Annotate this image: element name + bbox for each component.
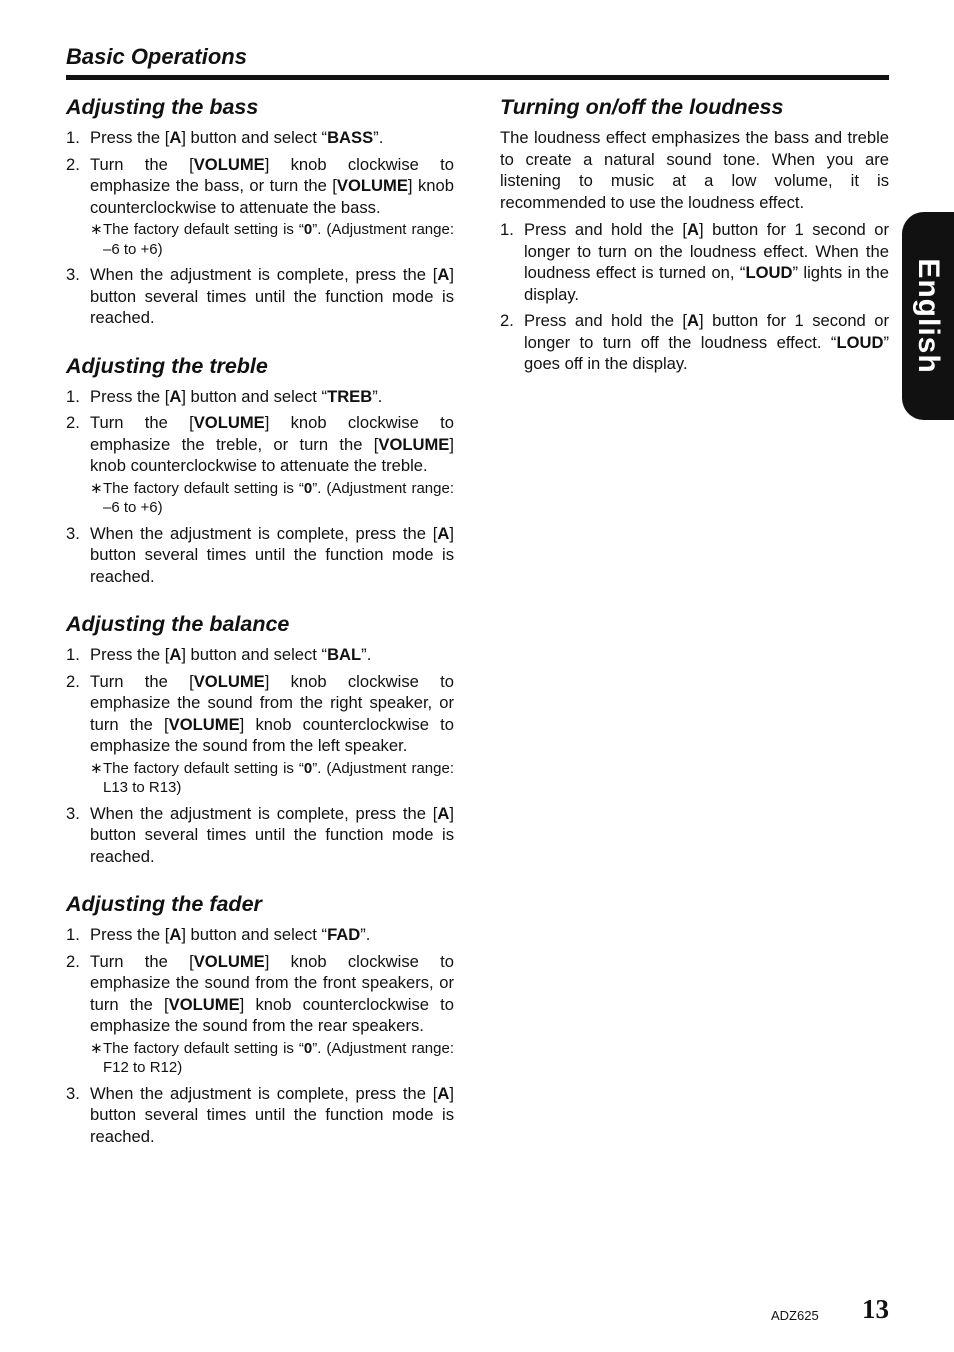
step-number: 3.	[66, 1083, 80, 1103]
asterisk-icon: ∗	[90, 1039, 103, 1057]
step-text	[90, 644, 454, 666]
text-run: ] knob clockwise to emphasize the bass, or turn the [	[90, 154, 454, 195]
step-list	[66, 924, 454, 1147]
right-column	[500, 92, 889, 397]
text-run: ] button for 1 second or longer to turn on the loudness effect. When the loudness effect is turned on, “	[524, 220, 889, 282]
text-run: ”.	[360, 925, 371, 944]
emphasized-term: BASS	[327, 128, 374, 147]
text-run: Turn the [	[90, 413, 194, 432]
text-run: When the adjustment is complete, press the [	[90, 803, 438, 823]
step-text	[524, 219, 889, 305]
text-run: ] button several times until the function mode is reached.	[90, 265, 454, 327]
section-intro: The loudness effect emphasizes the bass and treble to create a natural sound tone. When you are listening to music at a low volume, it is recommended to use the loudness effect.	[500, 128, 889, 212]
text-run: Press the [	[90, 645, 170, 664]
step-text	[90, 154, 454, 219]
section-adjusting-the-bass	[66, 92, 454, 329]
emphasized-term: TREB	[327, 386, 373, 406]
text-run: ] knob counterclockwise to attenuate the treble.	[90, 434, 454, 475]
step-item	[500, 310, 889, 375]
text-run: ] knob clockwise to emphasize the sound from the right speaker, or turn the [	[90, 671, 454, 734]
page-section-title: Basic Operations	[66, 44, 247, 69]
emphasized-term: FAD	[327, 925, 361, 944]
text-run: ” lights in the display.	[524, 263, 890, 304]
emphasized-term: A	[169, 645, 182, 664]
text-run: ] knob counterclockwise to attenuate the bass.	[90, 176, 454, 217]
step-note	[90, 1039, 454, 1078]
emphasized-term: BAL	[327, 645, 362, 664]
step-list	[66, 127, 454, 329]
emphasized-term: A	[687, 311, 700, 330]
text-run: The factory default setting is “	[103, 759, 304, 777]
step-text	[90, 924, 454, 946]
step-text	[90, 523, 454, 588]
step-text	[90, 1083, 454, 1148]
emphasized-term: A	[169, 925, 182, 944]
text-run: Turn the [	[90, 951, 194, 971]
text-run: Press and hold the [	[524, 311, 688, 330]
emphasized-term: A	[169, 386, 182, 406]
text-run: ] knob clockwise to emphasize the sound from the front speakers, or turn the [	[90, 951, 454, 1014]
text-run: Press the [	[90, 925, 170, 944]
step-text	[90, 264, 454, 329]
text-run: Press the [	[90, 386, 170, 406]
step-item	[66, 386, 454, 408]
text-run: ] knob counterclockwise to emphasize the sound from the left speaker.	[90, 714, 454, 755]
asterisk-icon: ∗	[90, 221, 103, 238]
step-text	[90, 803, 454, 868]
left-column	[66, 92, 454, 1169]
text-run: ”.	[372, 386, 383, 406]
text-run: When the adjustment is complete, press the [	[90, 1083, 438, 1103]
text-run: Press and hold the [	[524, 220, 688, 239]
step-text	[90, 951, 454, 1037]
text-run: Turn the [	[90, 154, 194, 174]
section-heading: Adjusting the bass	[66, 95, 259, 119]
section-heading: Adjusting the balance	[66, 612, 290, 636]
step-text	[90, 386, 454, 408]
step-number: 3.	[66, 523, 80, 543]
emphasized-term: 0	[303, 479, 313, 497]
emphasized-term: A	[169, 128, 182, 147]
text-run: Press the [	[90, 128, 170, 147]
section-heading: Adjusting the treble	[66, 353, 268, 378]
text-run: ] knob clockwise to emphasize the treble, or turn the [	[90, 413, 454, 454]
asterisk-icon: ∗	[90, 759, 103, 777]
text-run: ”.	[361, 645, 372, 664]
text-run: ] button for 1 second or longer to turn off the loudness effect. “	[524, 311, 889, 352]
text-run: ] button and select “	[181, 925, 328, 944]
step-list	[66, 644, 454, 867]
step-item	[66, 127, 454, 149]
text-run: Turn the [	[90, 671, 194, 691]
section-heading: Adjusting the fader	[66, 892, 262, 916]
step-number: 2.	[66, 413, 80, 432]
header-divider	[66, 75, 889, 80]
text-run: ] knob counterclockwise to emphasize the sound from the rear speakers.	[90, 994, 454, 1035]
step-number: 1.	[66, 386, 80, 406]
step-item	[66, 951, 454, 1078]
text-run: ] button several times until the function mode is reached.	[90, 1083, 454, 1146]
step-text	[90, 412, 454, 477]
section-turning-on-off-the-loudness	[500, 92, 889, 375]
step-number: 1.	[66, 645, 80, 664]
emphasized-term: 0	[303, 759, 313, 777]
emphasized-term: VOLUME	[378, 434, 450, 454]
step-number: 1.	[66, 925, 80, 944]
step-number: 1.	[66, 128, 80, 147]
step-number: 2.	[66, 154, 80, 174]
step-number: 1.	[500, 220, 514, 239]
emphasized-term: A	[687, 220, 700, 239]
emphasized-term: LOUD	[745, 263, 793, 282]
text-run: ] button several times until the function mode is reached.	[90, 803, 454, 866]
text-run: ”. (Adjustment range: L13 to R13)	[103, 759, 454, 796]
text-run: ”. (Adjustment range: –6 to +6)	[103, 479, 454, 516]
step-note	[90, 759, 454, 798]
step-item	[66, 412, 454, 518]
emphasized-term: 0	[303, 1039, 313, 1057]
step-item	[66, 671, 454, 798]
emphasized-term: 0	[303, 221, 313, 238]
step-text	[90, 671, 454, 757]
step-number: 3.	[66, 803, 80, 823]
text-run: When the adjustment is complete, press the [	[90, 265, 438, 284]
step-item	[500, 219, 889, 305]
text-run: ”. (Adjustment range: –6 to +6)	[103, 221, 454, 258]
step-number: 3.	[66, 265, 80, 284]
emphasized-term: VOLUME	[193, 413, 265, 432]
emphasized-term: A	[437, 523, 450, 543]
emphasized-term: VOLUME	[193, 951, 265, 971]
text-run: ”.	[373, 128, 384, 147]
section-adjusting-the-balance	[66, 609, 454, 867]
emphasized-term: VOLUME	[193, 671, 265, 691]
step-list	[66, 386, 454, 588]
text-run: The factory default setting is “	[103, 479, 304, 497]
emphasized-term: A	[437, 1083, 450, 1103]
step-text	[524, 310, 889, 375]
language-tab-label: English	[912, 258, 945, 374]
text-run: ] button and select “	[181, 645, 328, 664]
emphasized-term: VOLUME	[336, 176, 408, 195]
step-text	[90, 127, 454, 149]
step-item	[66, 264, 454, 329]
section-adjusting-the-treble	[66, 351, 454, 588]
text-run: When the adjustment is complete, press the [	[90, 523, 438, 543]
text-run: ” goes off in the display.	[524, 332, 889, 373]
emphasized-term: LOUD	[836, 332, 884, 352]
text-run: The factory default setting is “	[103, 221, 304, 238]
step-item	[66, 803, 454, 868]
step-item	[66, 924, 454, 946]
step-note	[90, 479, 454, 518]
language-tab	[902, 212, 954, 420]
emphasized-term: VOLUME	[168, 994, 240, 1014]
step-number: 2.	[66, 671, 80, 691]
asterisk-icon: ∗	[90, 479, 103, 497]
step-note	[90, 220, 454, 259]
step-item	[66, 644, 454, 666]
step-item	[66, 154, 454, 260]
step-number: 2.	[500, 311, 514, 330]
step-number: 2.	[66, 951, 80, 971]
section-adjusting-the-fader	[66, 889, 454, 1147]
step-list	[500, 219, 889, 375]
text-run: ”. (Adjustment range: F12 to R12)	[103, 1039, 454, 1076]
step-item	[66, 523, 454, 588]
text-run: The factory default setting is “	[103, 1039, 304, 1057]
page-number: 13	[862, 1294, 889, 1324]
emphasized-term: VOLUME	[193, 154, 265, 174]
emphasized-term: A	[437, 265, 450, 284]
text-run: ] button and select “	[181, 386, 328, 406]
emphasized-term: A	[437, 803, 450, 823]
text-run: ] button several times until the function mode is reached.	[90, 523, 454, 586]
model-number: ADZ625	[771, 1308, 819, 1323]
text-run: ] button and select “	[181, 128, 328, 147]
emphasized-term: VOLUME	[168, 714, 240, 734]
section-heading: Turning on/off the loudness	[500, 95, 784, 119]
step-item	[66, 1083, 454, 1148]
